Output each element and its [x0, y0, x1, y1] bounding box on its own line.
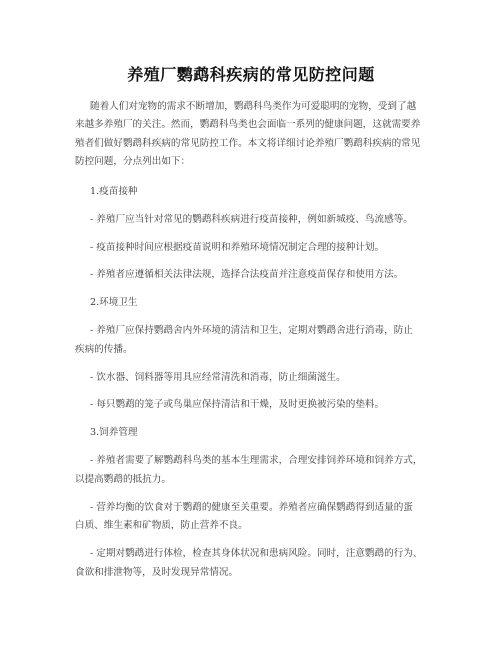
list-item: - 每只鹦鹉的笼子或鸟巢应保持清洁和干燥，及时更换被污染的垫料。	[90, 399, 385, 410]
list-item: - 养殖者应遵循相关法律法规，选择合法疫苗并注意疫苗保存和使用方法。	[90, 269, 404, 280]
list-item: - 养殖厂应保持鹦鹉舍内外环境的清洁和卫生，定期对鹦鹉舍进行消毒，防止	[90, 325, 413, 336]
intro-line: 来越多养殖厂的关注。然而，鹦鹉科鸟类也会面临一系列的健康问题，这就需要养	[75, 119, 421, 130]
list-item: - 疫苗接种时间应根据疫苗说明和养殖环境情况制定合理的接种计划。	[90, 242, 385, 253]
list-item-continued: 白质、维生素和矿物质，防止营养不良。	[75, 520, 248, 531]
section-heading: 1.疫苗接种	[90, 186, 138, 197]
list-item-continued: 疾病的传播。	[75, 344, 133, 355]
document-title: 养殖厂鹦鹉科疾病的常见防控问题	[127, 65, 375, 84]
intro-line: 殖者们做好鹦鹉科疾病的常见防控工作。本文将详细讨论养殖厂鹦鹉科疾病的常见	[75, 138, 421, 149]
section-heading: 2.环境卫生	[90, 297, 138, 308]
list-item-continued: 食欲和排泄物等，及时发现异常情况。	[75, 567, 239, 578]
list-item: - 养殖者需要了解鹦鹉科鸟类的基本生理需求，合理安排饲养环境和饲养方式，	[90, 455, 423, 466]
list-item: - 定期对鹦鹉进行体检，检查其身体状况和患病风险。同时，注意鹦鹉的行为、	[90, 548, 423, 559]
section-heading: 3.饲养管理	[90, 427, 138, 438]
list-item: - 养殖厂应当针对常见的鹦鹉科疾病进行疫苗接种，例如新城疫、鸟流感等。	[90, 214, 413, 225]
intro-line: 随着人们对宠物的需求不断增加，鹦鹉科鸟类作为可爱聪明的宠物，受到了越	[90, 101, 417, 112]
intro-line: 防控问题，分点列出如下：	[75, 156, 191, 167]
list-item: - 饮水器、饲料器等用具应经常清洗和消毒，防止细菌滋生。	[90, 372, 346, 383]
list-item: - 营养均衡的饮食对于鹦鹉的健康至关重要。养殖者应确保鹦鹉得到适量的蛋	[90, 502, 413, 513]
list-item-continued: 以提高鹦鹉的抵抗力。	[75, 474, 171, 485]
